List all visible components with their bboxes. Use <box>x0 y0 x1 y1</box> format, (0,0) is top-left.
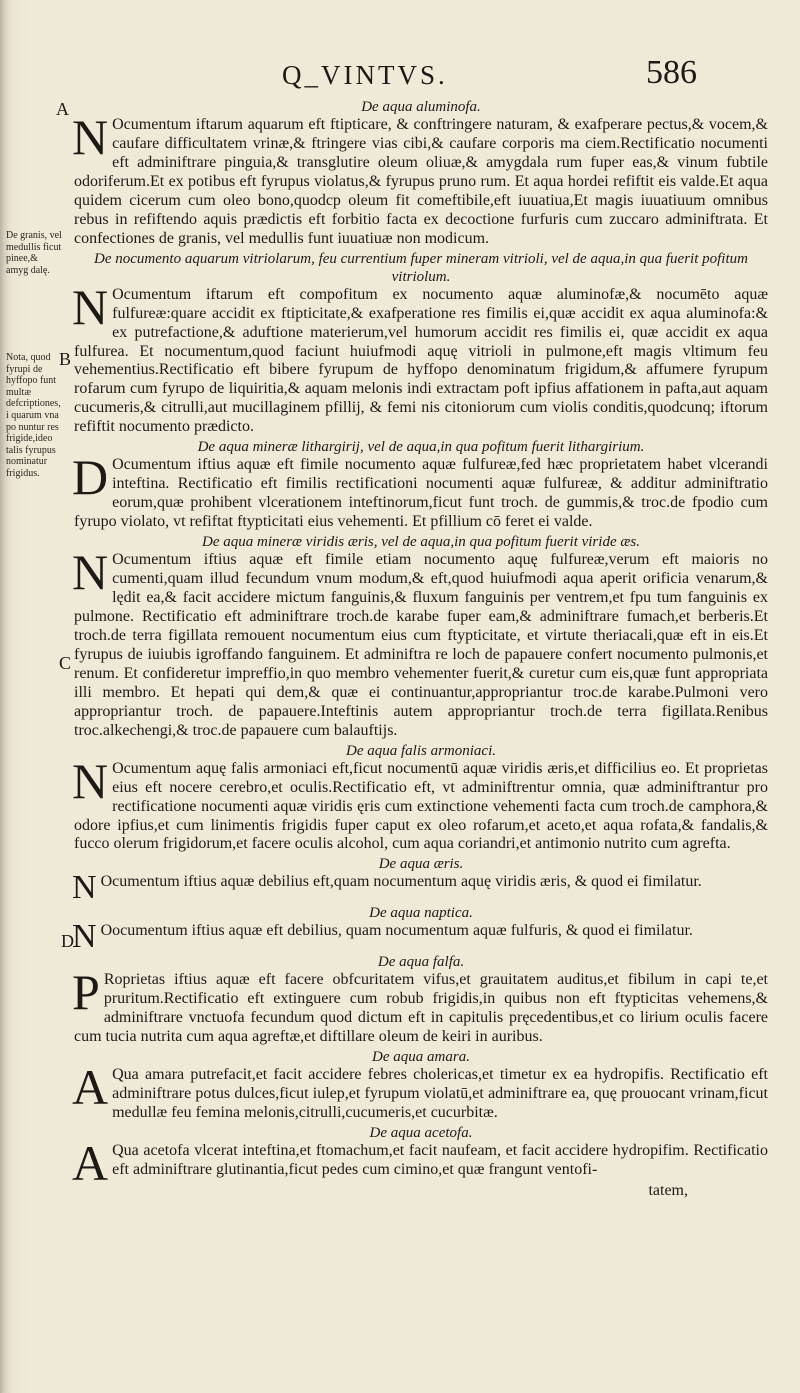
section-paragraph <box>72 449 768 532</box>
section-aqua-lithargirii <box>74 438 768 532</box>
catchword: tatem, <box>648 1182 688 1200</box>
section-paragraph <box>72 918 768 956</box>
section-paragraph <box>72 278 768 438</box>
paragraph-text: Oocumentum iftius aquæ eft debilius, quam nocumentum aquæ fulfuris, & quod ei fimilatur. <box>100 922 693 940</box>
paragraph-text: Ocumentum iftius aquæ eft fimile nocumento aquæ fulfureæ,fed hæc proprietatem habet vlcerandi inteftina. Rectificatio eft fimilis rectificationi nocumenti aquæ fulfureæ, & additur adminiftratio eorum,quæ prohibent vlcerationem inteftinorum,ficut funt troch. de gummis,& troc.de fpodio cum fyrupo violato, vt refiftat ftypticitati eius vehementi. Et pfillium cō feret ei valde. <box>74 456 768 531</box>
margin-note: De granis, vel medullis ficut pinee,& amyg dalę. <box>6 230 62 276</box>
paragraph-text: Qua acetofa vlcerat inteftina,et ftomachum,et facit naufeam, et facit accidere hydropifim. Rectificatio eft adminiftrare glutinantia,ficut pedes cum cimino,et quæ frangunt ventofi- <box>112 1142 768 1179</box>
section-paragraph <box>72 1059 768 1123</box>
drop-cap: N <box>72 752 109 809</box>
folio-number: 586 <box>646 54 697 91</box>
section-aqua-acetosa <box>74 1124 768 1201</box>
catchword-line <box>74 1182 768 1201</box>
drop-cap: A <box>72 1059 109 1116</box>
drop-cap: P <box>72 964 100 1021</box>
section-heading: De aqua æris. <box>378 856 464 873</box>
section-heading: De aqua mineræ viridis æris, vel de aqua,in qua pofitum fuerit viride æs. <box>202 534 640 551</box>
section-paragraph <box>72 544 768 741</box>
paragraph-text: Ocumentum iftius aquæ debilius eft,quam nocumentum aquę viridis æris, & quod ei fimilatur. <box>100 873 702 891</box>
drop-cap: N <box>72 869 97 907</box>
paragraph-text: Ocumentum iftarum eft compofitum ex nocumento aquæ aluminofæ,& nocumēto aquæ fulfureæ:quare accidit ex ftipticitate,& exafperatione res fimilis ei,quæ accidit ex aqua aluminofa:& ex putrefactione,& aduftione materierum,vel humorum accidit res fimilis ei, quæ accidit ex aqua fulfurea. Et nocumentum,quod faciunt huiufmodi aquę vitrioli in pulmone,eft magis vltimum feu vehementius.Rectificatio eft bibere fyrupum de hyffopo denominatum frigidum,& affumere fyrupum rofarum cum fyrupo de liquiritia,& aquam melonis indi extractam poft ipfius affationem in pafta,aut aquam cucumeris,& citrulli,aut mucillaginem pfillij, & femi nis citoniorum cum violis conditis,quodcunq; iftorum refiftit nocumento prædicto. <box>74 285 768 436</box>
section-heading: De aqua acetofa. <box>369 1125 473 1142</box>
section-marker-b: B <box>59 349 72 369</box>
section-marker-a: A <box>56 99 69 119</box>
drop-cap: N <box>72 918 97 956</box>
drop-cap: D <box>72 449 109 506</box>
section-marker-d: D <box>61 931 74 951</box>
drop-cap: N <box>72 544 109 601</box>
section-heading: De aqua mineræ lithargirij, vel de aqua,in qua pofitum fuerit lithargirium. <box>197 439 645 456</box>
section-heading: De aqua falfa. <box>377 954 465 971</box>
section-aqua-viridis-aeris <box>74 533 768 741</box>
section-paragraph <box>72 109 768 249</box>
paragraph-text: Ocumentum iftarum aquarum eft ftipticare, & conftringere naturam, & exafperare pectus,& vocem,& caufare difficultatem vrinæ,& ftringere vias cibi,& caufare corporis ma ciem.Rectificatio nocumenti eft adminiftrare pinguia,& transglutire oleum oliuæ,& amygdala rum fuper eas,& vinum fubtile odoriferum.Et ex potibus eft fyrupus violatus,& fyrupus pruno rum. Et aqua hordei refiftit eis valde.Et aqua quidem cicerum cum oleo bono,quodcp oleum fit comeftibile,eft iuuatiua,Et magis iuuatiuum omnibus rebus in refiftendo aquis prædictis eft forbitio facta ex decoctione furfuris cum zuccaro adminiftrata. Et confectiones de granis, vel medullis funt iuuatiuæ non modicum. <box>74 116 768 247</box>
section-aqua-amara <box>74 1048 768 1123</box>
section-paragraph <box>72 964 768 1047</box>
drop-cap: A <box>72 1135 109 1192</box>
section-aqua-aluminosa <box>74 98 768 249</box>
section-aqua-naptica <box>72 904 768 956</box>
section-aqua-aeris <box>72 855 768 907</box>
section-aqua-salsa <box>74 953 768 1047</box>
paragraph-text: Roprietas iftius aquæ eft facere obfcuritatem vifus,et grauitatem auditus,et fibilum in capi te,et pruritum.Rectificatio eft extinguere cum robub frigidis,in quibus non eft ftypticitas vehemens,& adminiftrare vnctuofa fecundum quod dictum eft in capitulis pręcedentibus,et co lirium oculis facere cum tucia nutrita cum aqua agreftæ,et diftillare oleum de keiri in auribus. <box>74 971 768 1046</box>
running-title: Q_VINTVS. <box>282 60 448 90</box>
section-paragraph <box>72 752 768 855</box>
paragraph-text: Qua amara putrefacit,et facit accidere febres cholericas,et timetur ex ea hydropifis. Rectificatio eft adminiftrare potus dulces,ficut iulep,et fyrupum violatū,et adminiftrare ea, quę prouocant vrinam,ficut medullæ feu femina melonis,citrulli,cucumeris,et cucurbitæ. <box>112 1066 768 1122</box>
section-aquae-vitriolae <box>74 250 768 438</box>
section-heading: De aqua naptica. <box>369 905 473 922</box>
section-heading: De aqua aluminofa. <box>361 99 481 115</box>
section-heading: De aqua amara. <box>372 1049 470 1066</box>
section-aqua-salis-armoniaci <box>74 742 768 855</box>
running-head <box>0 56 800 96</box>
margin-note: Nota, quod fyrupi de hyffopo funt multæ defcriptiones, i quarum vna po nuntur res frigide,ideo talis fyrupus nominatur frigidus. <box>6 352 61 479</box>
main-text-column <box>74 98 768 1202</box>
drop-cap: N <box>72 278 109 335</box>
section-heading: De nocumento aquarum vitriolarum, feu currentium fuper mineram vitrioli, vel de aqua,in qua fuerit pofitum vitriolum. <box>94 250 748 285</box>
section-marker-c: C <box>59 653 72 673</box>
section-paragraph <box>72 869 768 907</box>
drop-cap: N <box>72 109 109 165</box>
section-heading: De aqua falis armoniaci. <box>346 742 496 759</box>
paragraph-text: Ocumentum aquę falis armoniaci eft,ficut nocumentū aquæ viridis æris,et difficilius eo. Et proprietas eius eft nocere cerebro,et oculis.Rectificatio eft, vt adminiftrentur omnia, quæ adminiftrantur pro rectificatione nocumenti aquæ viridis ęris cum extinctione vehementi facta cum troch.de camphora,& odore ipfius,et cum linimentis frigidis fuper caput ex oleo rofarum,et aceto,et aqua rofata,& fandalis,& fucco olerum frigidorum,et facere oculis alcohol, cum aqua coriandri,et antimonio nutrito cum agrefta. <box>74 759 768 853</box>
paragraph-text: Ocumentum iftius aquæ eft fimile etiam nocumento aquę fulfureæ,verum eft maioris no cumenti,quam illud fecundum vnum modum,& eft,quod huiufmodi aqua aperit orificia venarum,& lędit ea,& facit accidere mictum fanguinis,& fluxum fanguinis per ventrem,et fpu tum fanguinis ex pulmone. Rectificatio eft adminiftrare troch.de karabe fuper eam,& adminiftrare fumach,et berberis.Et troch.de terra figillata remouent nocumentum eius cum ftypticitate, et virtute theriacali,quæ eft in eis.Et fyrupus de iuiubis igroffando fanguinem. Et adminiftra re loch de papauere confert nocumento pulmonis,et renum. Et confideretur impreffio,in quo membro vehementer fuerit,& curetur cum eis,quæ funt appropriata illi membro. Et hepati qui dem,& quæ ei continuantur,appropriantur troc.de karabe.Pulmoni vero appropriantur troch. de papauere.Inteftinis autem appropriantur troch.de terra figillata.Renibus troc.alkechengi,& troc.de papauere cum balauftijs. <box>74 551 768 739</box>
